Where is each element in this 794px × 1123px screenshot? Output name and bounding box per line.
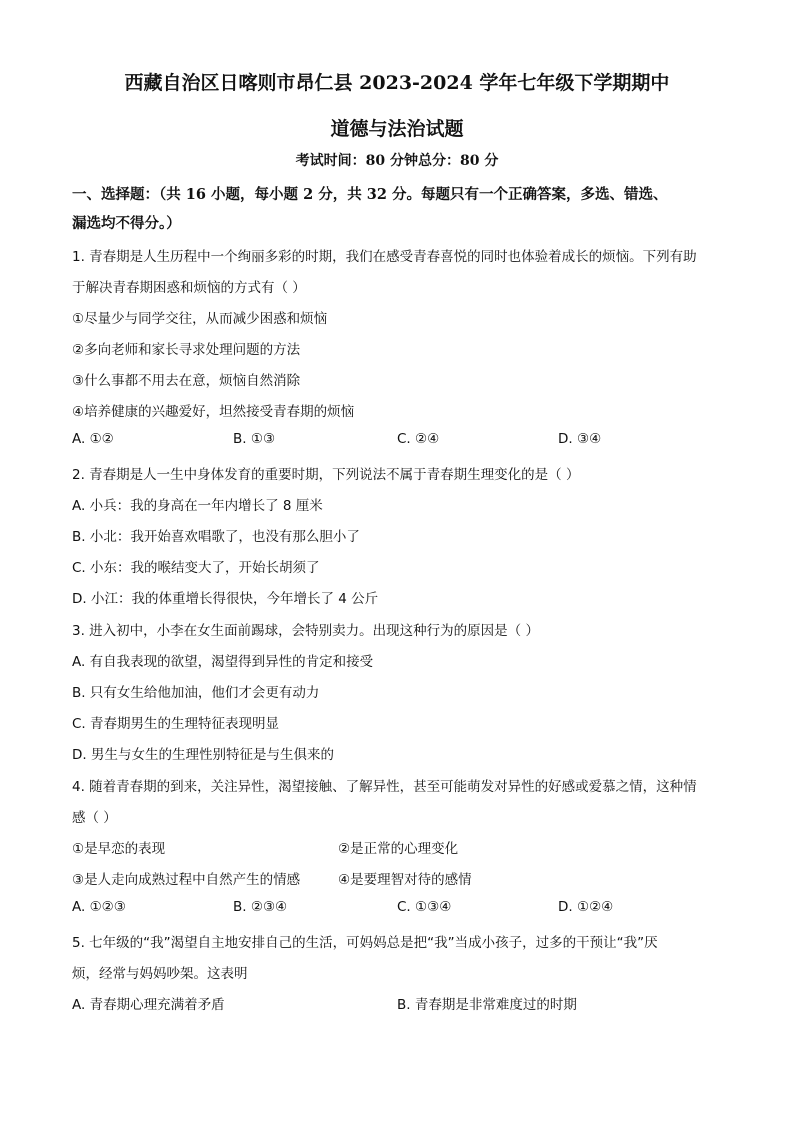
exam-title-line1: 西藏自治区日喀则市昂仁县 2023-2024 学年七年级下学期期中 — [124, 72, 670, 94]
q2-option-a: A. 小兵：我的身高在一年内增长了 8 厘米 — [72, 498, 323, 514]
q3-option-c: C. 青春期男生的生理特征表现明显 — [72, 716, 280, 732]
q1-stem-line1: 1. 青春期是人生历程中一个绚丽多彩的时期，我们在感受青春喜悦的同时也体验着成长的烦恼。下列有助 — [72, 249, 697, 265]
section-heading-line1: 一、选择题：（共 16 小题，每小题 2 分，共 32 分。每题只有一个正确答案，多选、错选、 — [72, 186, 668, 203]
q2-option-b: B. 小北：我开始喜欢唱歌了，也没有那么胆小了 — [72, 529, 360, 545]
q2-option-d: D. 小江：我的体重增长得很快，今年增长了 4 公斤 — [72, 591, 379, 607]
section-heading-line2: 漏选均不得分。） — [72, 215, 181, 232]
q1-option-a: A. ①② — [72, 431, 114, 447]
q4-option-c: C. ①③④ — [397, 899, 452, 915]
q4-item-3: ③是人走向成熟过程中自然产生的情感 — [72, 872, 301, 888]
q5-option-a: A. 青春期心理充满着矛盾 — [72, 997, 225, 1013]
q2-option-c: C. 小东：我的喉结变大了，开始长胡须了 — [72, 560, 320, 576]
q5-option-b: B. 青春期是非常难度过的时期 — [397, 997, 577, 1013]
exam-title-line2: 道德与法治试题 — [330, 118, 464, 140]
q1-stem-line2: 于解决青春期困惑和烦恼的方式有（ ） — [72, 280, 306, 296]
q4-option-d: D. ①②④ — [558, 899, 614, 915]
q3-option-b: B. 只有女生给他加油，他们才会更有动力 — [72, 685, 320, 701]
q4-stem-line1: 4. 随着青春期的到来，关注异性，渴望接触、了解异性，甚至可能萌发对异性的好感或爱慕之情，这种情 — [72, 779, 697, 795]
q3-option-a: A. 有自我表现的欲望，渴望得到异性的肯定和接受 — [72, 654, 374, 670]
q4-item-1: ①是早恋的表现 — [72, 841, 166, 857]
q1-item-1: ①尽量少与同学交往，从而减少困惑和烦恼 — [72, 311, 328, 327]
q1-item-2: ②多向老师和家长寻求处理问题的方法 — [72, 342, 301, 358]
q3-stem: 3. 进入初中，小李在女生面前踢球，会特别卖力。出现这种行为的原因是（ ） — [72, 623, 539, 639]
q1-item-3: ③什么事都不用去在意，烦恼自然消除 — [72, 373, 301, 389]
q1-option-b: B. ①③ — [233, 431, 276, 447]
q2-stem: 2. 青春期是人一生中身体发育的重要时期，下列说法不属于青春期生理变化的是（ ） — [72, 467, 580, 483]
q1-option-c: C. ②④ — [397, 431, 440, 447]
q5-stem-line2: 烦，经常与妈妈吵架。这表明 — [72, 966, 248, 982]
q4-option-a: A. ①②③ — [72, 899, 126, 915]
q4-option-b: B. ②③④ — [233, 899, 288, 915]
q1-item-4: ④培养健康的兴趣爱好，坦然接受青春期的烦恼 — [72, 404, 355, 420]
exam-info: 考试时间：80 分钟总分：80 分 — [295, 153, 499, 169]
q3-option-d: D. 男生与女生的生理性别特征是与生俱来的 — [72, 747, 334, 763]
q4-item-4: ④是要理智对待的感情 — [338, 872, 472, 888]
q4-stem-line2: 感（ ） — [72, 810, 117, 826]
q5-stem-line1: 5. 七年级的“我”渴望自主地安排自己的生活，可妈妈总是把“我”当成小孩子，过多的干预让“我”厌 — [72, 935, 658, 951]
q1-option-d: D. ③④ — [558, 431, 602, 447]
q4-item-2: ②是正常的心理变化 — [338, 841, 459, 857]
